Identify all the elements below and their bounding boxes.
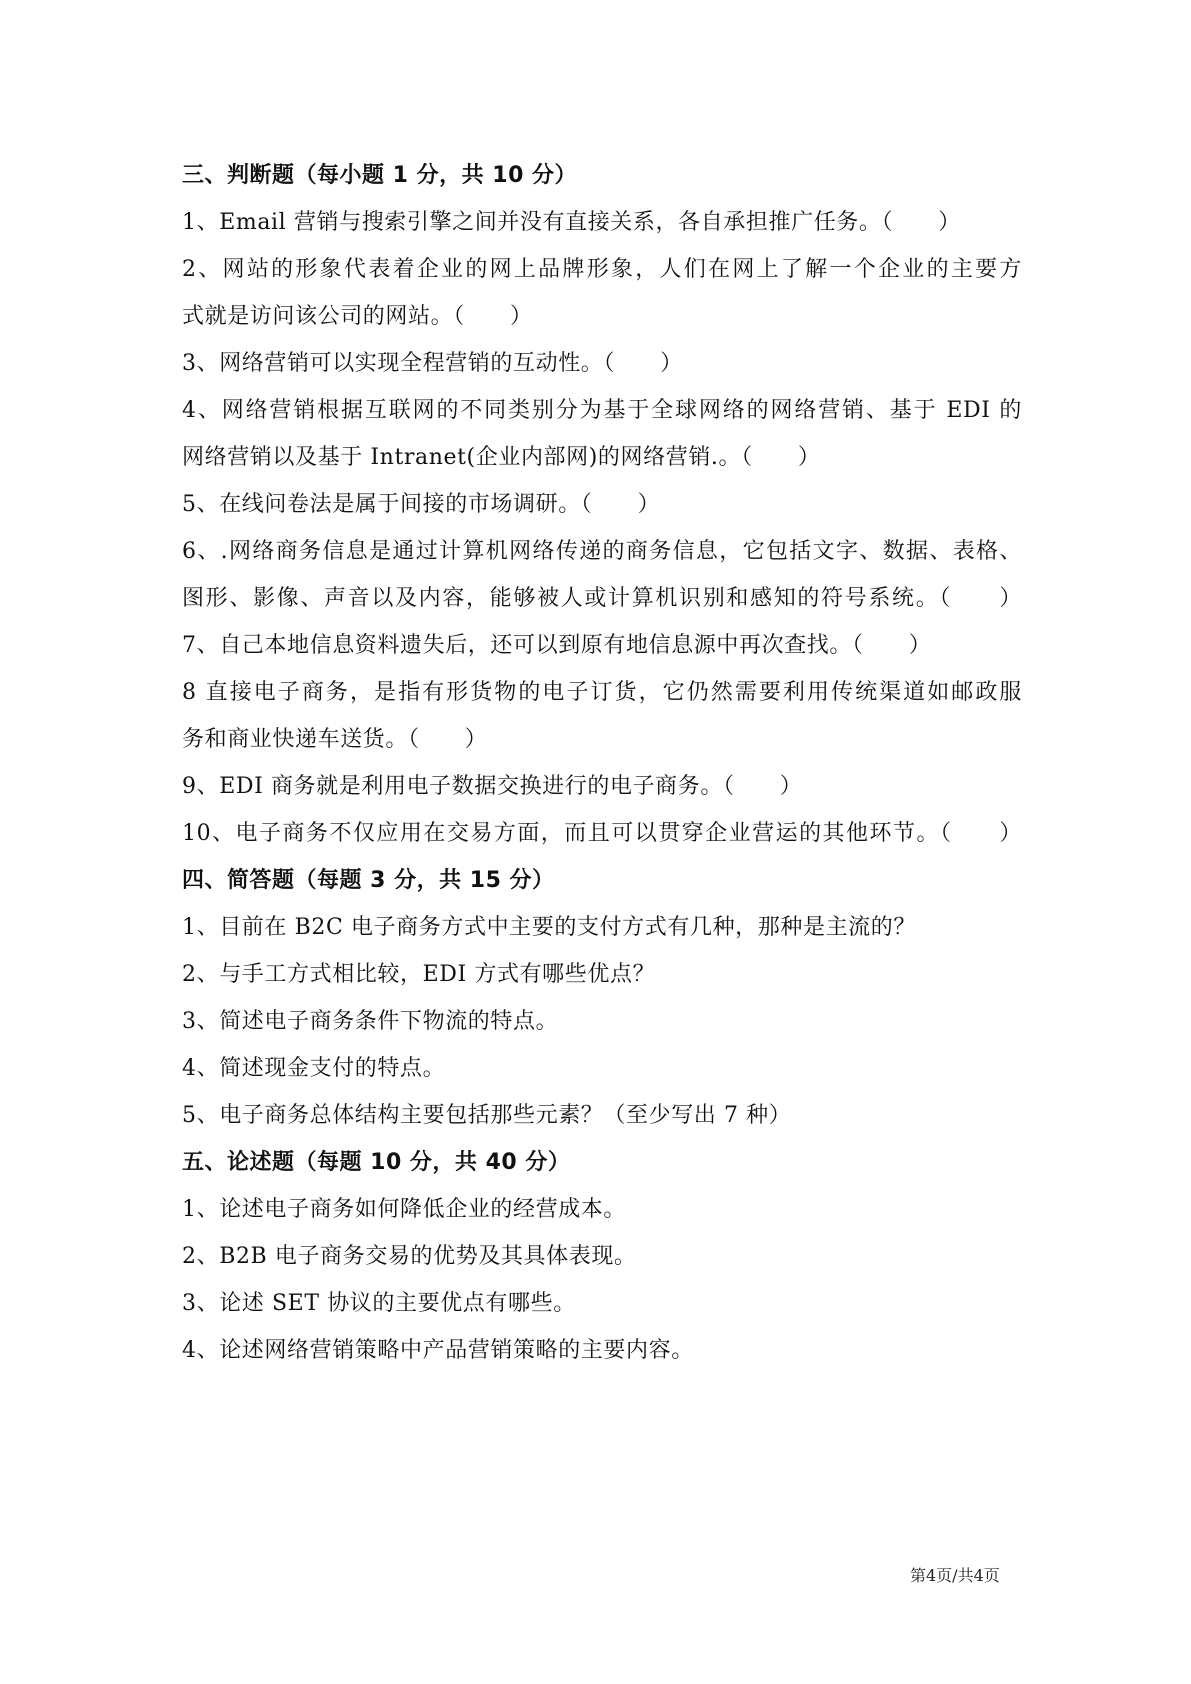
- short-answer-question-2: 2、与手工方式相比较，EDI 方式有哪些优点？: [182, 962, 656, 987]
- judgment-question-4-line-2: 网络营销以及基于 Intranet(企业内部网)的网络营销.。（ ）: [182, 445, 821, 470]
- judgment-question-9: 9、EDI 商务就是利用电子数据交换进行的电子商务。（ ）: [182, 774, 803, 799]
- essay-question-2: 2、B2B 电子商务交易的优势及其具体表现。: [182, 1244, 637, 1269]
- page-number: 第4页/共4页: [910, 1566, 1000, 1585]
- judgment-question-8-line-1: 8 直接电子商务，是指有形货物的电子订货，它仍然需要利用传统渠道如邮政服: [182, 680, 1022, 705]
- section-title-short-answer: 四、简答题（每题 3 分，共 15 分）: [182, 868, 555, 893]
- judgment-question-5: 5、在线问卷法是属于间接的市场调研。（ ）: [182, 492, 661, 517]
- exam-content: [182, 152, 1022, 1374]
- judgment-question-3: 3、网络营销可以实现全程营销的互动性。（ ）: [182, 351, 683, 376]
- judgment-question-6-line-2: 图形、影像、声音以及内容，能够被人或计算机识别和感知的符号系统。（ ）: [182, 586, 1022, 611]
- judgment-question-2-line-1: 2、网站的形象代表着企业的网上品牌形象，人们在网上了解一个企业的主要方: [182, 257, 1022, 282]
- judgment-question-7: 7、自己本地信息资料遗失后，还可以到原有地信息源中再次查找。（ ）: [182, 633, 932, 658]
- short-answer-question-5: 5、电子商务总体结构主要包括那些元素？（至少写出 7 种）: [182, 1103, 792, 1128]
- essay-question-3: 3、论述 SET 协议的主要优点有哪些。: [182, 1291, 576, 1316]
- section-title-judgment: 三、判断题（每小题 1 分，共 10 分）: [182, 163, 578, 188]
- short-answer-question-1: 1、目前在 B2C 电子商务方式中主要的支付方式有几种，那种是主流的？: [182, 915, 916, 940]
- essay-question-1: 1、论述电子商务如何降低企业的经营成本。: [182, 1197, 626, 1222]
- judgment-question-6-line-1: 6、.网络商务信息是通过计算机网络传递的商务信息，它包括文字、数据、表格、: [182, 539, 1022, 564]
- judgment-question-10: 10、电子商务不仅应用在交易方面，而且可以贯穿企业营运的其他环节。（ ）: [182, 821, 1022, 846]
- short-answer-question-3: 3、简述电子商务条件下物流的特点。: [182, 1009, 559, 1034]
- short-answer-question-4: 4、简述现金支付的特点。: [182, 1056, 446, 1081]
- judgment-question-1: 1、Email 营销与搜索引擎之间并没有直接关系，各自承担推广任务。（ ）: [182, 210, 961, 235]
- essay-question-4: 4、论述网络营销策略中产品营销策略的主要内容。: [182, 1338, 694, 1363]
- section-title-essay: 五、论述题（每题 10 分，共 40 分）: [182, 1150, 571, 1175]
- judgment-question-4-line-1: 4、网络营销根据互联网的不同类别分为基于全球网络的网络营销、基于 EDI 的: [182, 398, 1022, 423]
- judgment-question-2-line-2: 式就是访问该公司的网站。（ ）: [182, 304, 533, 329]
- judgment-question-8-line-2: 务和商业快递车送货。（ ）: [182, 727, 488, 752]
